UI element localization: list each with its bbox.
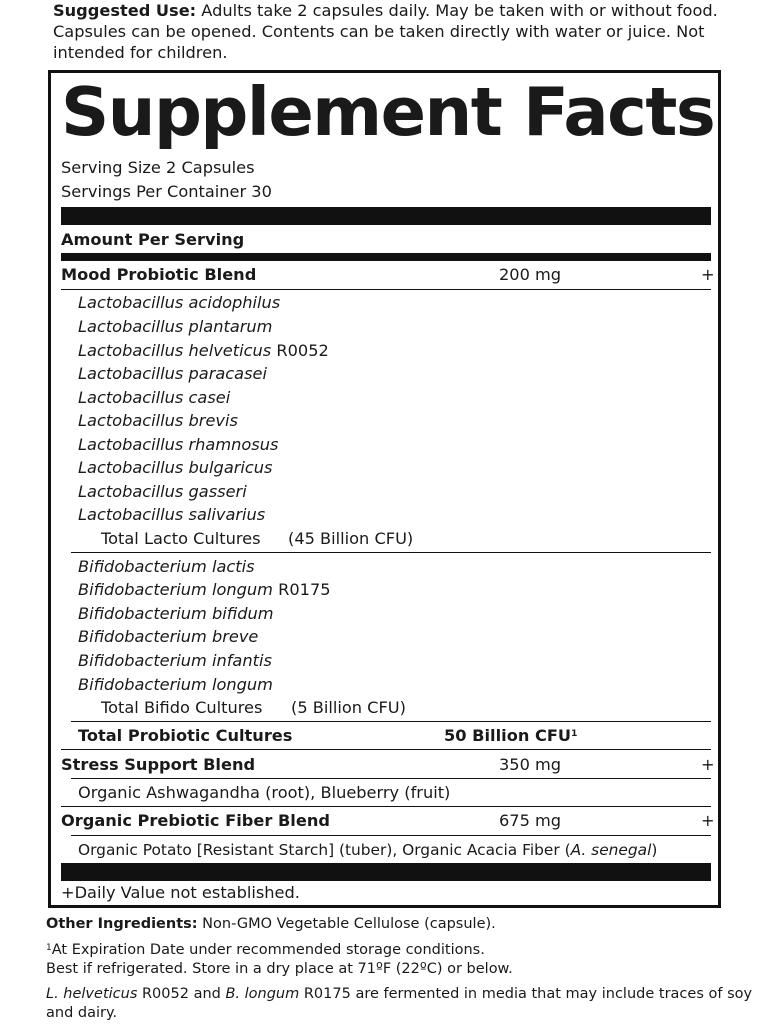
rule <box>61 749 711 750</box>
suggested-use-label: Suggested Use: <box>53 1 197 20</box>
strain-item: Bifidobacterium breve <box>78 627 259 646</box>
fiber-blend-name: Organic Prebiotic Fiber Blend <box>61 811 330 830</box>
thick-divider <box>61 863 711 881</box>
total-probiotic-amount: 50 Billion CFU <box>444 726 572 745</box>
strain-item: Lactobacillus bulgaricus <box>78 458 273 477</box>
mood-blend-dv: + <box>701 265 715 284</box>
suggested-use-text: Adults take 2 capsules daily. May be taken with or without food. Capsules can be opened. Contents can be taken directly with water or juice. Not intended for children. <box>53 1 718 62</box>
strain-item: Lactobacillus paracasei <box>78 364 267 383</box>
medium-divider <box>61 253 711 261</box>
strain-name: Lactobacillus helveticus <box>78 341 272 360</box>
servings-per-container: Servings Per Container 30 <box>61 182 272 201</box>
strain-item: Lactobacillus plantarum <box>78 317 273 336</box>
footnote-marker: 1 <box>571 729 578 739</box>
rule <box>71 835 711 836</box>
total-bifido-value: (5 Billion CFU) <box>291 698 406 717</box>
ferment-text-b: R0052 and <box>137 986 226 1002</box>
rule <box>61 806 711 807</box>
fiber-blend-dv: + <box>701 811 715 830</box>
rule <box>61 289 711 290</box>
footnote <box>46 941 756 979</box>
fiber-ingredients-pre: Organic Potato [Resistant Starch] (tuber), Organic Acacia Fiber ( <box>78 841 571 859</box>
fiber-ingredients-italic: A. senegal <box>570 841 652 859</box>
strain-item <box>78 580 331 600</box>
total-probiotic-label: Total Probiotic Cultures <box>78 726 293 745</box>
footnote-line2: Best if refrigerated. Store in a dry place at 71ºF (22ºC) or below. <box>46 961 513 977</box>
thick-divider <box>61 207 711 225</box>
stress-blend-dv: + <box>701 755 715 774</box>
footnote-marker: 1 <box>46 943 52 953</box>
strain-code: R0175 <box>278 580 331 599</box>
stress-blend-ingredients: Organic Ashwagandha (root), Blueberry (fruit) <box>78 783 451 802</box>
mood-blend-amount: 200 mg <box>499 265 562 284</box>
panel-title: Supplement Facts <box>61 73 715 151</box>
rule <box>71 552 711 553</box>
footnote-line1: At Expiration Date under recommended storage conditions. <box>51 942 485 958</box>
total-probiotic-value <box>444 726 577 746</box>
total-lacto-value: (45 Billion CFU) <box>288 529 414 548</box>
strain-item: Bifidobacterium longum <box>78 675 273 694</box>
daily-value-note: +Daily Value not established. <box>61 883 300 902</box>
ferment-text-d: R0175 are fermented in media that may include traces of soy and dairy. <box>46 986 753 1021</box>
ferment-species-c: B. longum <box>225 986 300 1002</box>
strain-item: Bifidobacterium lactis <box>78 557 255 576</box>
fiber-blend-ingredients <box>78 840 657 860</box>
strain-item: Lactobacillus brevis <box>78 411 238 430</box>
rule <box>71 721 711 722</box>
fiber-blend-amount: 675 mg <box>499 811 562 830</box>
stress-blend-name: Stress Support Blend <box>61 755 256 774</box>
strain-name: Bifidobacterium longum <box>78 580 273 599</box>
strain-code: R0052 <box>276 341 329 360</box>
suggested-use <box>53 0 753 63</box>
fermentation-note <box>46 985 756 1023</box>
serving-size: Serving Size 2 Capsules <box>61 158 255 177</box>
other-ingredients-text: Non-GMO Vegetable Cellulose (capsule). <box>197 916 496 932</box>
strain-item: Bifidobacterium bifidum <box>78 604 274 623</box>
ferment-species-a: L. helveticus <box>46 986 138 1002</box>
total-lacto-label: Total Lacto Cultures <box>101 529 261 548</box>
strain-item: Lactobacillus rhamnosus <box>78 435 279 454</box>
rule <box>71 778 711 779</box>
strain-item: Lactobacillus casei <box>78 388 231 407</box>
strain-item <box>78 341 329 361</box>
strain-item: Lactobacillus salivarius <box>78 505 266 524</box>
other-ingredients <box>46 915 756 934</box>
stress-blend-amount: 350 mg <box>499 755 562 774</box>
strain-item: Lactobacillus gasseri <box>78 482 247 501</box>
mood-blend-name: Mood Probiotic Blend <box>61 265 257 284</box>
total-bifido-label: Total Bifido Cultures <box>101 698 263 717</box>
other-ingredients-label: Other Ingredients: <box>46 916 198 932</box>
supplement-facts-panel <box>48 70 721 908</box>
strain-item: Lactobacillus acidophilus <box>78 293 281 312</box>
strain-item: Bifidobacterium infantis <box>78 651 272 670</box>
fiber-ingredients-post: ) <box>651 841 658 859</box>
amount-per-serving: Amount Per Serving <box>61 230 245 249</box>
